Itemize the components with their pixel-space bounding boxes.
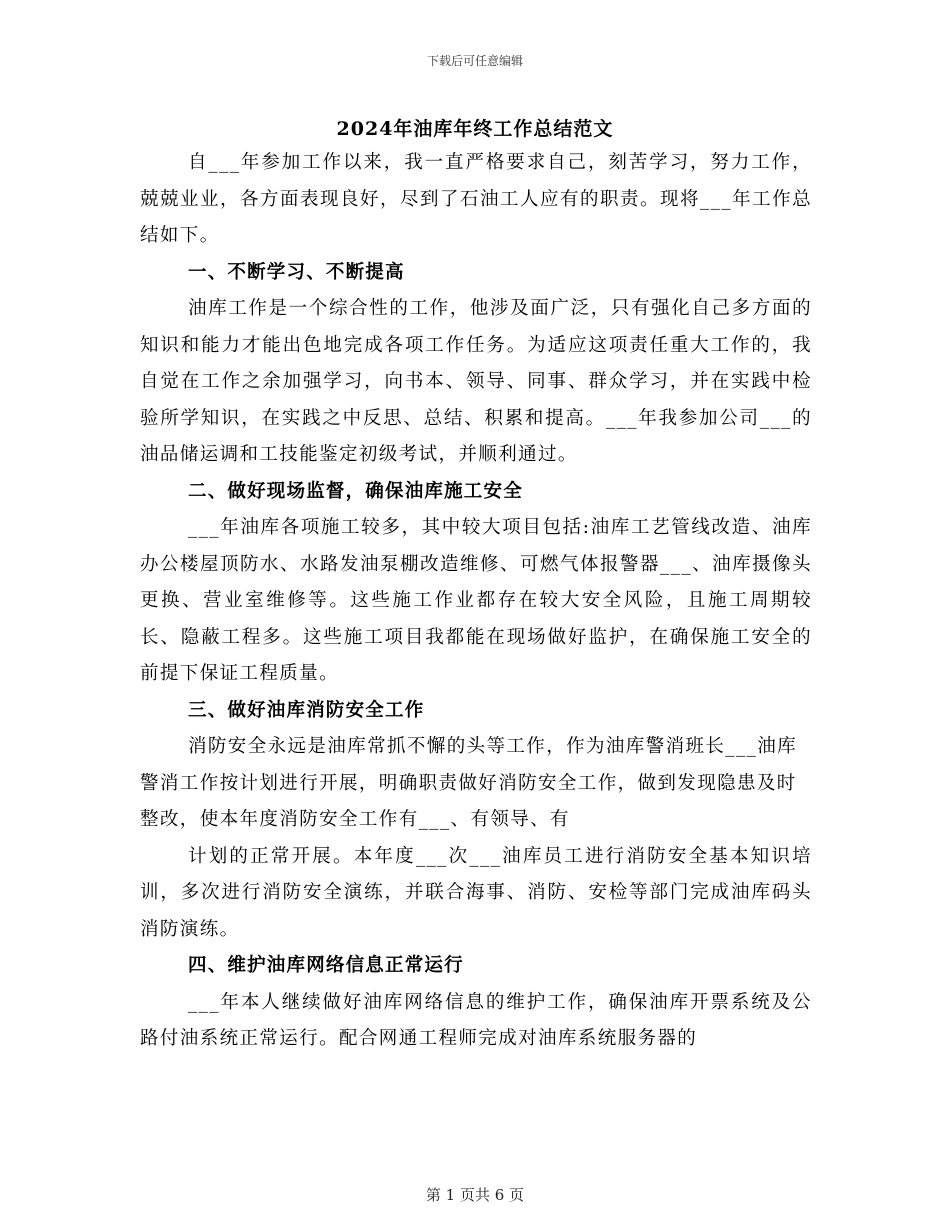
section-4-paragraph: ___年本人继续做好油库网络信息的维护工作，确保油库开票系统及公路付油系统正常运行。配合网通工程师完成对油库系统服务器的 bbox=[140, 991, 812, 1049]
section-3-paragraph-1: 消防安全永远是油库常抓不懈的头等工作，作为油库警消班长___油库警消工作按计划进行开展，明确职责做好消防安全工作，做到发现隐患及时整改，使本年度消防安全工作有___、有领导、有 bbox=[140, 736, 798, 830]
section-1-paragraph: 油库工作是一个综合性的工作，他涉及面广泛，只有强化自己多方面的知识和能力才能出色地完成各项工作任务。为适应这项责任重大工作的，我自觉在工作之余加强学习，向书本、领导、同事、群众学习，并在实践中检验所学知识，在实践之中反思、总结、积累和提高。___年我参加公司___的油品储运调和工技能鉴定初级考试，并顺利通过。 bbox=[140, 298, 812, 465]
section-heading-4: 四、维护油库网络信息正常运行 bbox=[188, 955, 464, 976]
page-footer: 第 1 页共 6 页 bbox=[425, 1186, 525, 1204]
document-body bbox=[140, 145, 812, 1058]
section-heading-3: 三、做好油库消防安全工作 bbox=[188, 699, 425, 721]
section-2-paragraph: ___年油库各项施工较多，其中较大项目包括:油库工艺管线改造、油库办公楼屋顶防水、水路发油泵棚改造维修、可燃气体报警器___、油库摄像头更换、营业室维修等。这些施工作业都存在较大安全风险，且施工周期较长、隐蔽工程多。这些施工项目我都能在现场做好监护，在确保施工安全的前提下保证工程质量。 bbox=[140, 517, 812, 684]
intro-paragraph: 自___年参加工作以来，我一直严格要求自己，刻苦学习，努力工作，兢兢业业，各方面表现良好，尽到了石油工人应有的职责。现将___年工作总结如下。 bbox=[140, 152, 812, 246]
page-header: 下载后可任意编辑 bbox=[426, 54, 523, 68]
section-heading-2: 二、做好现场监督，确保油库施工安全 bbox=[188, 480, 523, 502]
section-3-paragraph-2: 计划的正常开展。本年度___次___油库员工进行消防安全基本知识培训，多次进行消防安全演练，并联合海事、消防、安检等部门完成油库码头消防演练。 bbox=[140, 845, 812, 940]
document-title: 2024年油库年终工作总结范文 bbox=[336, 118, 614, 140]
section-heading-1: 一、不断学习、不断提高 bbox=[188, 261, 405, 283]
